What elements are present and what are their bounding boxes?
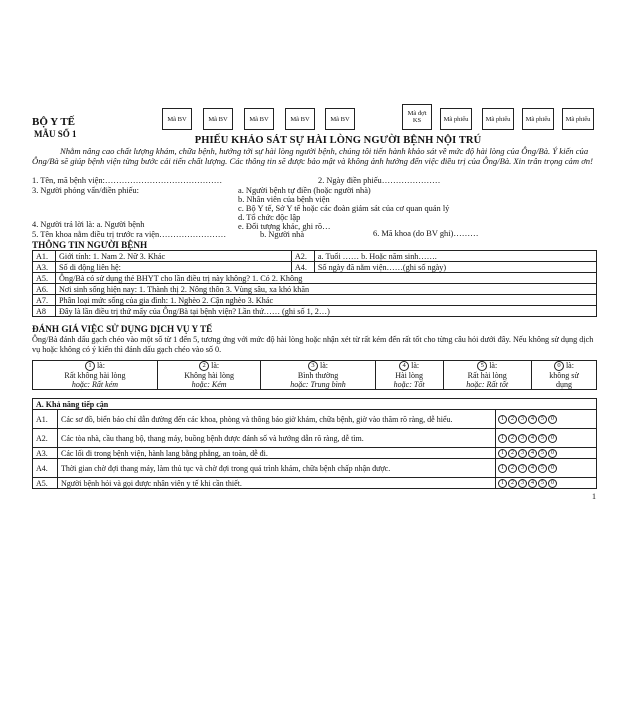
row-key: A7. — [33, 295, 56, 306]
patient-info-heading: THÔNG TIN NGƯỜI BỆNH — [32, 240, 148, 250]
row-value[interactable]: Đây là lần điều trị thứ mấy của Ông/Bà tại bệnh viện? Lần thứ…… (ghi số 1, 2…) — [56, 306, 597, 317]
question-key: A3. — [33, 448, 58, 459]
question-text: Thời gian chờ đợi thang máy, làm thủ tục và chờ đợi trong quá trình khám, chữa bệnh chấp nhận được. — [58, 459, 496, 478]
option-3d[interactable]: d. Tổ chức độc lập — [238, 213, 301, 222]
row-key: A5. — [33, 273, 56, 284]
table-row — [33, 448, 597, 459]
row-value[interactable]: Phân loại mức sống của gia đình: 1. Nghèo 2. Cận nghèo 3. Khác — [56, 295, 597, 306]
answer-options[interactable] — [496, 459, 597, 478]
number-circle-icon: 3 — [308, 361, 318, 371]
form-code-box: Mã phiếu — [482, 108, 514, 130]
option-circle-icon[interactable]: 2 — [508, 464, 517, 473]
section-a-heading: A. Khả năng tiếp cận — [33, 399, 597, 410]
table-row — [33, 284, 597, 295]
option-circle-icon[interactable]: 1 — [498, 449, 507, 458]
option-circle-icon[interactable]: 2 — [508, 479, 517, 488]
row-key: A6. — [33, 284, 56, 295]
option-circle-icon[interactable]: 5 — [538, 449, 547, 458]
option-circle-icon[interactable]: 2 — [508, 449, 517, 458]
scale-cell: 2 là: Không hài lòng hoặc: Kém — [157, 361, 260, 390]
scale-cell: 0 là: không sử dụng — [531, 361, 596, 390]
hospital-name-line: 1. Tên, mã bệnh viện:…………………………………… — [32, 176, 223, 185]
rating-scale-table — [32, 360, 597, 390]
intro-paragraph: Nhằm nâng cao chất lượng khám, chữa bệnh, hướng tới sự hài lòng người bệnh, chúng tôi tiến hành khảo sát về mức độ hài lòng của Ông/Bà. Ý kiến của Ông/Bà sẽ giúp bệnh viện từng bước cải tiến chất lượng. Các thông tin sẽ được bảo mật và không ảnh hưởng đến việc điều trị của Ông/Bà. Xin trân trọng cảm ơn! — [32, 146, 593, 166]
number-circle-icon: 4 — [399, 361, 409, 371]
option-circle-icon[interactable]: 4 — [528, 449, 537, 458]
answer-options[interactable] — [496, 429, 597, 448]
department-line: 5. Tên khoa nằm điều trị trước ra viện…………………… — [32, 230, 227, 239]
option-circle-icon[interactable]: 5 — [538, 415, 547, 424]
code-box: Mã BV — [285, 108, 315, 130]
option-circle-icon[interactable]: 1 — [498, 464, 507, 473]
option-circle-icon[interactable]: 4 — [528, 415, 537, 424]
header-left — [32, 116, 77, 140]
option-circle-icon[interactable]: 4 — [528, 479, 537, 488]
answer-options[interactable] — [496, 410, 597, 429]
option-4b[interactable]: b. Người nhà — [260, 230, 305, 239]
row-value[interactable]: Ông/Bà có sử dụng thẻ BHYT cho lần điều trị này không? 1. Có 2. Không — [56, 273, 597, 284]
row-key: A2. — [291, 251, 314, 262]
option-circle-icon[interactable]: 5 — [538, 464, 547, 473]
table-row — [33, 273, 597, 284]
row-value[interactable]: Số di động liên hệ: — [56, 262, 292, 273]
code-box: Mã BV — [244, 108, 274, 130]
table-row — [33, 459, 597, 478]
row-value[interactable]: Giới tính: 1. Nam 2. Nữ 3. Khác — [56, 251, 292, 262]
page-number: 1 — [592, 492, 596, 501]
question-text: Các sơ đồ, biển báo chỉ dẫn đường đến các khoa, phòng và thông báo giờ khám, chữa bệnh, giờ vào thăm rõ ràng, dễ hiểu. — [58, 410, 496, 429]
code-box: Mã BV — [325, 108, 355, 130]
option-circle-icon[interactable]: 2 — [508, 434, 517, 443]
question-key: A5. — [33, 478, 58, 489]
option-circle-icon[interactable]: 4 — [528, 464, 537, 473]
option-circle-icon[interactable]: 0 — [548, 415, 557, 424]
number-circle-icon: 5 — [477, 361, 487, 371]
row-key: A3. — [33, 262, 56, 273]
question-text: Các tòa nhà, cầu thang bộ, thang máy, buồng bệnh được đánh số và hướng dẫn rõ ràng, dễ tìm. — [58, 429, 496, 448]
respondent-label[interactable]: 4. Người trả lời là: a. Người bệnh — [32, 220, 145, 229]
table-row — [33, 410, 597, 429]
table-row — [33, 429, 597, 448]
scale-cell: 1 là: Rất không hài lòng hoặc: Rất kém — [33, 361, 158, 390]
question-text: Các lối đi trong bệnh viện, hành lang bằng phẳng, an toàn, dễ đi. — [58, 448, 496, 459]
section-row — [33, 399, 597, 410]
survey-code-box: Mã đợt KS — [402, 104, 432, 130]
option-3a[interactable]: a. Người bệnh tự điền (hoặc người nhà) — [238, 186, 371, 195]
option-circle-icon[interactable]: 3 — [518, 464, 527, 473]
option-circle-icon[interactable]: 0 — [548, 449, 557, 458]
question-text: Người bệnh hỏi và gọi được nhân viên y tế khi cần thiết. — [58, 478, 496, 489]
row-value[interactable]: Số ngày đã nằm viện……(ghi số ngày) — [314, 262, 596, 273]
question-key: A2. — [33, 429, 58, 448]
row-key: A1. — [33, 251, 56, 262]
option-circle-icon[interactable]: 0 — [548, 479, 557, 488]
option-circle-icon[interactable]: 1 — [498, 415, 507, 424]
option-circle-icon[interactable]: 2 — [508, 415, 517, 424]
option-circle-icon[interactable]: 3 — [518, 449, 527, 458]
ministry-name: BỘ Y TẾ — [32, 116, 75, 128]
option-circle-icon[interactable]: 0 — [548, 434, 557, 443]
row-value[interactable]: a. Tuổi …… b. Hoặc năm sinh……. — [314, 251, 596, 262]
option-circle-icon[interactable]: 0 — [548, 464, 557, 473]
code-box: Mã BV — [162, 108, 192, 130]
scale-cell: 3 là: Bình thường hoặc: Trung bình — [261, 361, 375, 390]
form-code-box: Mã phiếu — [440, 108, 472, 130]
option-circle-icon[interactable]: 4 — [528, 434, 537, 443]
option-circle-icon[interactable]: 3 — [518, 415, 527, 424]
department-code-line: 6. Mã khoa (do BV ghi)……… — [373, 229, 479, 238]
option-circle-icon[interactable]: 3 — [518, 434, 527, 443]
table-row — [33, 306, 597, 317]
scale-cell: 4 là: Hài lòng hoặc: Tốt — [375, 361, 443, 390]
number-circle-icon: 2 — [199, 361, 209, 371]
table-row — [33, 361, 597, 390]
row-value[interactable]: Nơi sinh sống hiện nay: 1. Thành thị 2. Nông thôn 3. Vùng sâu, xa khó khăn — [56, 284, 597, 295]
option-circle-icon[interactable]: 5 — [538, 434, 547, 443]
row-key: A4. — [291, 262, 314, 273]
fill-date-line: 2. Ngày điền phiếu………………… — [318, 176, 441, 185]
answer-options[interactable] — [496, 448, 597, 459]
form-code-box: Mã phiếu — [522, 108, 554, 130]
option-circle-icon[interactable]: 3 — [518, 479, 527, 488]
form-title: PHIẾU KHẢO SÁT SỰ HÀI LÒNG NGƯỜI BỆNH NỘI TRÚ — [194, 135, 482, 146]
option-3b[interactable]: b. Nhân viên của bệnh viện — [238, 195, 330, 204]
option-3e[interactable]: e. Đối tượng khác, ghi rõ… — [238, 222, 331, 231]
option-circle-icon[interactable]: 1 — [498, 479, 507, 488]
evaluation-heading: ĐÁNH GIÁ VIỆC SỬ DỤNG DỊCH VỤ Y TẾ — [32, 324, 213, 334]
question-key: A1. — [33, 410, 58, 429]
row-key: A8 — [33, 306, 56, 317]
option-circle-icon[interactable]: 5 — [538, 479, 547, 488]
table-row — [33, 478, 597, 489]
table-row — [33, 251, 597, 262]
answer-options[interactable] — [496, 478, 597, 489]
number-circle-icon: 0 — [554, 361, 564, 371]
patient-info-table — [32, 250, 597, 317]
option-circle-icon[interactable]: 1 — [498, 434, 507, 443]
code-box: Mã BV — [203, 108, 233, 130]
form-code-box: Mã phiếu — [562, 108, 594, 130]
interviewer-label: 3. Người phỏng vấn/điền phiếu: — [32, 186, 139, 195]
scale-cell: 5 là: Rất hài lòng hoặc: Rất tốt — [443, 361, 531, 390]
number-circle-icon: 1 — [85, 361, 95, 371]
table-row — [33, 262, 597, 273]
form-number: MẪU SỐ 1 — [34, 129, 77, 139]
question-key: A4. — [33, 459, 58, 478]
question-table — [32, 398, 597, 489]
option-3c[interactable]: c. Bộ Y tế, Sở Y tế hoặc các đoàn giám sát của cơ quan quản lý — [238, 204, 450, 213]
evaluation-instruction: Ông/Bà đánh dấu gạch chéo vào một số từ 1 đến 5, tương ứng với mức độ hài lòng hoặc nhận xét từ rất kém đến rất tốt cho từng câu hỏi dưới đây. Nếu không sử dụng dịch vụ hoặc không có ý kiến thì đánh dấu gạch chéo vào số 0. — [32, 335, 594, 354]
table-row — [33, 295, 597, 306]
